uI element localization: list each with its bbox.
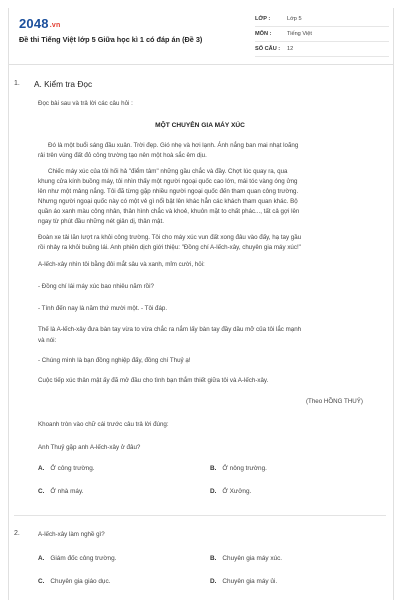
task-instruction: Khoanh tròn vào chữ cái trước câu trả lời đúng: [38, 421, 169, 428]
option-letter: C. [38, 578, 45, 585]
story-line: Nhưng người ngoại quốc này có một vẻ gì nổi bật lên khác hẳn các khách tham quan khác. Bộ [38, 198, 298, 205]
story-line: - Tính đến nay là năm thứ mười một. - Tôi đáp. [38, 305, 168, 312]
meta-key: MÔN : [255, 31, 272, 37]
option-text: Ở nhà máy. [50, 488, 84, 495]
answer-option-b[interactable] [210, 555, 282, 562]
question-number: 2. [14, 530, 20, 537]
site-logo[interactable] [19, 16, 60, 31]
option-text: Ở công trường. [50, 465, 95, 472]
story-line: ngay từ phút đầu những nét giản dị, thân mật. [38, 218, 164, 225]
answer-option-c[interactable] [38, 488, 83, 495]
meta-row-subject [255, 27, 389, 42]
answer-option-d[interactable] [210, 578, 277, 585]
story-line: và nói: [38, 337, 57, 344]
option-letter: A. [38, 465, 45, 472]
option-text: Giám đốc công trường. [50, 555, 117, 562]
meta-value: Lớp 5 [287, 16, 302, 22]
question-text: A-lếch-xây làm nghề gì? [38, 531, 105, 538]
story-title: MỘT CHUYÊN GIA MÁY XÚC [155, 122, 245, 129]
story-line: quần áo xanh màu công nhân, thân hình chắc và khoẻ, khuôn mặt to chất phác..., tất cả gợi lên [38, 208, 300, 215]
meta-key: LỚP : [255, 16, 271, 22]
exam-header [9, 8, 393, 65]
document-title: Đề thi Tiếng Việt lớp 5 Giữa học kì 1 có đáp án (Đề 3) [19, 35, 203, 44]
answer-option-b[interactable] [210, 465, 267, 472]
story-line: rồi nhảy ra khỏi buồng lái. Anh phiên dịch giới thiệu: "Đồng chí A-lếch-xây, chuyên gia máy xúc!" [38, 244, 301, 251]
option-letter: C. [38, 488, 45, 495]
story-line: A-lếch-xây nhìn tôi bằng đôi mắt sâu và xanh, mỉm cười, hỏi: [38, 261, 205, 268]
story-author: (Theo HỒNG THUỶ) [306, 398, 363, 405]
story-line: Thế là A-lếch-xây đưa bàn tay vừa to vừa chắc ra nắm lấy bàn tay đầy dầu mỡ của tôi lắc mạnh [38, 326, 302, 333]
logo-suffix: .vn [49, 22, 61, 29]
option-letter: D. [210, 488, 217, 495]
option-letter: D. [210, 578, 217, 585]
story-line: Chiếc máy xúc của tôi hối hả "điểm tâm" những gầu chắc và đầy. Chợt lúc quay ra, qua [48, 168, 288, 175]
story-line: rải trên vùng đất đỏ công trường tạo nên một hoà sắc êm dịu. [38, 152, 207, 159]
meta-value: 12 [287, 46, 294, 52]
instruction-text: Đọc bài sau và trả lời các câu hỏi : [38, 100, 133, 107]
option-text: Ở nông trường. [222, 465, 267, 472]
exam-meta-table [255, 12, 389, 57]
story-line: khung cửa kính buồng máy, tôi nhìn thấy một người ngoại quốc cao lớn, mái tóc vàng óng ửng [38, 178, 298, 185]
story-line: - Chúng mình là bạn đồng nghiệp đấy, đồng chí Thuỷ ạ! [38, 357, 191, 364]
question-text: Anh Thuỷ gặp anh A-lếch-xây ở đâu? [38, 444, 141, 451]
option-text: Ở Xưởng. [222, 488, 252, 495]
logo-main: 2048 [19, 16, 49, 31]
option-text: Chuyên gia máy ủi. [222, 578, 278, 585]
option-text: Chuyên gia máy xúc. [222, 555, 283, 562]
question-divider [14, 515, 386, 516]
option-letter: B. [210, 555, 217, 562]
story-line: - Đồng chí lái máy xúc bao nhiêu năm rồi? [38, 283, 154, 290]
answer-option-a[interactable] [38, 555, 116, 562]
answer-option-d[interactable] [210, 488, 251, 495]
option-letter: A. [38, 555, 45, 562]
meta-value: Tiếng Việt [287, 31, 312, 37]
story-line: lên như một mảng nắng. Tôi đã từng gặp nhiều người ngoại quốc đến tham quan công trường. [38, 188, 299, 195]
section-title: A. Kiểm tra Đọc [34, 79, 93, 89]
meta-row-question-count [255, 42, 389, 57]
option-letter: B. [210, 465, 217, 472]
answer-option-a[interactable] [38, 465, 95, 472]
story-line: Đó là một buổi sáng đầu xuân. Trời đẹp. Gió nhẹ và hơi lạnh. Ánh nắng ban mai nhạt loãng [48, 142, 299, 149]
answer-option-c[interactable] [38, 578, 110, 585]
option-text: Chuyên gia giáo dục. [50, 578, 111, 585]
story-line: Đoàn xe tải lăn lượt ra khỏi công trường. Tôi cho máy xúc vun đất xong đâu vào đấy, hạ tay gầu [38, 234, 302, 241]
meta-row-grade [255, 12, 389, 27]
story-line: Cuộc tiếp xúc thân mật ấy đã mở đầu cho tình bạn thắm thiết giữa tôi và A-lếch-xây. [38, 377, 269, 384]
meta-key: SỐ CÂU : [255, 46, 281, 52]
question-number: 1. [14, 80, 20, 87]
